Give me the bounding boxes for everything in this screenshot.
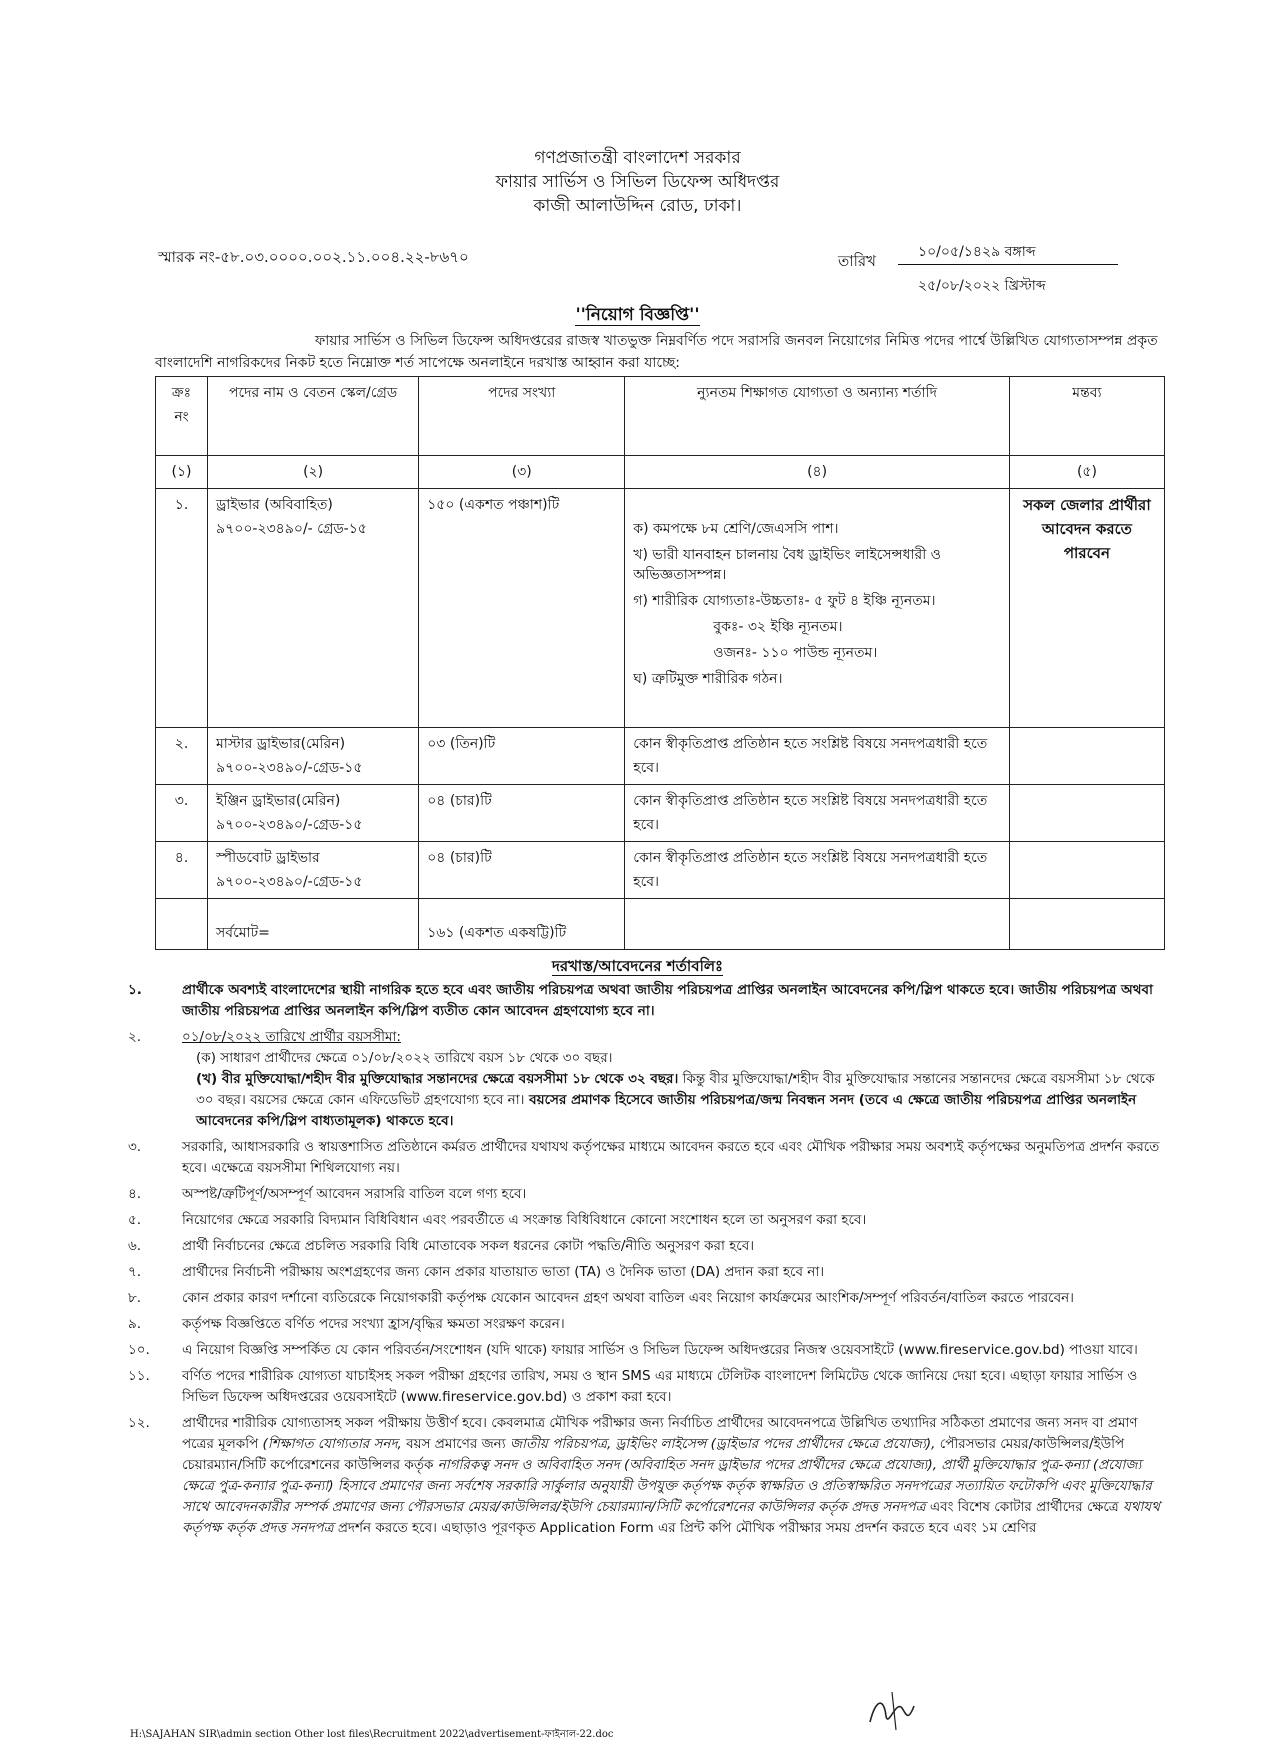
department-address: কাজী আলাউদ্দিন রোড, ঢাকা। — [533, 196, 742, 216]
intro-paragraph: ফায়ার সার্ভিস ও সিভিল ডিফেন্স অধিদপ্তরের রাজস্ব খাতভুক্ত নিম্নবর্ণিত পদে সরাসরি জনবল নিয়োগের নিমিত্ত পদের পার্শ্বে উল্লিখিত যোগ্যতাসম্পন্ন প্রকৃত বাংলাদেশি নাগরিকদের নিকট হতে নিম্নোক্ত শর্ত সাপেক্ষে অনলাইনে দরখাস্ত আহ্বান করা যাচ্ছে: — [155, 333, 1158, 371]
age-limit-ff-rest: কিন্তু বীর মুক্তিযোদ্ধা/শহীদ বীর মুক্তিযোদ্ধার সন্তানের সন্তানদের ক্ষেত্রে বয়সসীমা ১৮ থেকে ৩০ বছর। বয়সের ক্ষেত্রে কোন এফিডেভিট গ্রহণযোগ্য হবে না। — [196, 1071, 1155, 1108]
condition-number: ৯. — [128, 1316, 142, 1332]
condition-text: বর্ণিত পদের শারীরিক যোগ্যতা যাচাইসহ সকল পরীক্ষা গ্রহণের তারিখ, সময় ও স্থান SMS এর মাধ্যমে টেলিটক বাংলাদেশ লিমিটেড থেকে জানিয়ে দেয়া হবে। এছাড়া ফায়ার সার্ভিস ও সিভিল ডিফেন্স অধিদপ্তরের ওয়েবসাইটে (www.fireservice.gov.bd) ও প্রকাশ করা হবে। — [182, 1368, 1138, 1405]
condition-item — [128, 1314, 1173, 1335]
table-header-row — [156, 377, 1165, 456]
age-limit-general: (ক) সাধারণ প্রার্থীদের ক্ষেত্রে ০১/০৮/২০২২ তারিখে বয়স ১৮ থেকে ৩০ বছর। — [196, 1050, 613, 1066]
row-requirements: কোন স্বীকৃতিপ্রাপ্ত প্রতিষ্ঠান হতে সংশ্লিষ্ট বিষয়ে সনদপত্রধারী হতে হবে। — [625, 728, 1010, 785]
header-requirements: ন্যুনতম শিক্ষাগত যোগ্যতা ও অন্যান্য শর্তাদি — [625, 377, 1010, 456]
index-cell: (৫) — [1009, 456, 1164, 489]
condition-number: ৭. — [128, 1264, 142, 1280]
condition-text: কর্তৃপক্ষ বিজ্ঞপ্তিতে বর্ণিত পদের সংখ্যা হ্রাস/বৃদ্ধির ক্ষমতা সংরক্ষণ করেন। — [182, 1316, 565, 1332]
c12-part: পৌরসভার মেয়র/কাউন্সিলর/ইউপি চেয়ারম্যান/সিটি কর্পোরেশনের কাউন্সিলর কর্তৃক — [182, 1436, 1125, 1473]
condition-number: ৪. — [128, 1186, 142, 1202]
post-name: স্পীডবোট ড্রাইভার — [216, 850, 320, 866]
row-requirements: কোন স্বীকৃতিপ্রাপ্ত প্রতিষ্ঠান হতে সংশ্লিষ্ট বিষয়ে সনদপত্রধারী হতে হবে। — [625, 785, 1010, 842]
condition-number: ২. — [128, 1029, 142, 1045]
condition-number: ১১. — [128, 1368, 150, 1384]
date-label: তারিখ — [838, 252, 876, 270]
c12-italic: যথাযথ কর্তৃপক্ষ কর্তৃক প্রদত্ত সনদপত্র — [182, 1499, 1160, 1536]
memo-number: স্মারক নং-৫৮.০৩.০০০০.০০২.১১.০০৪.২২-৮৬৭০ — [158, 248, 469, 266]
c12-part: এবং বিশেষ কোটার প্রার্থীদের ক্ষেত্রে — [925, 1499, 1123, 1515]
condition-item — [128, 1366, 1173, 1408]
header-sl: ক্রঃ নং — [156, 377, 208, 456]
row-post — [208, 728, 419, 785]
row-count: ১৫০ (একশত পঞ্চাশ)টি — [419, 489, 625, 728]
row-remarks — [1009, 785, 1164, 842]
condition-text: এ নিয়োগ বিজ্ঞপ্তি সম্পর্কিত যে কোন পরিবর্তন/সংশোধন (যদি থাকে) ফায়ার সার্ভিস ও সিভিল ডিফেন্স অধিদপ্তরের নিজস্ব ওয়েবসাইটে (www.fireservice.gov.bd) পাওয়া যাবে। — [182, 1342, 1138, 1358]
condition-item — [128, 980, 1173, 1022]
row-requirements: কোন স্বীকৃতিপ্রাপ্ত প্রতিষ্ঠান হতে সংশ্লিষ্ট বিষয়ে সনদপত্রধারী হতে হবে। — [625, 842, 1010, 899]
pay-scale: ৯৭০০-২৩৪৯০/-গ্রেড-১৫ — [216, 817, 363, 833]
row-remarks — [1009, 728, 1164, 785]
row-sl: ১. — [156, 489, 208, 728]
condition-number: ১. — [128, 982, 142, 998]
condition-number: ১০. — [128, 1342, 150, 1358]
age-limit-freedom-fighter — [182, 1069, 1173, 1132]
pay-scale: ৯৭০০-২৩৪৯০/-গ্রেড-১৫ — [216, 760, 363, 776]
requirement-line: ক) কমপক্ষে ৮ম শ্রেণি/জেএসসি পাশ। — [633, 521, 839, 537]
total-sl — [156, 899, 208, 950]
c12-part: প্রদর্শন করতে হবে। এছাড়াও পূরণকৃত Application Form এর প্রিন্ট কপি মৌখিক পরীক্ষার সময় প্রদর্শন করতে হবে এবং ১ম শ্রেণির — [333, 1520, 1037, 1536]
index-cell: (৪) — [625, 456, 1010, 489]
conditions-title-text: দরখাস্ত/আবেদনের শর্তাবলিঃ — [551, 957, 724, 975]
condition-item — [128, 1340, 1173, 1361]
condition-number: ১২. — [128, 1415, 150, 1431]
notice-title-text: ''নিয়োগ বিজ্ঞপ্তি'' — [575, 305, 700, 325]
total-count: ১৬১ (একশত একষট্টি)টি — [419, 899, 625, 950]
condition-item — [128, 1236, 1173, 1257]
condition-text: নিয়োগের ক্ষেত্রে সরকারি বিদ্যমান বিধিবিধান এবং পরবর্তীতে এ সংক্রান্ত বিধিবিধানে কোনো সংশোধন হলে তা অনুসরণ করা হবে। — [182, 1212, 867, 1228]
row-sl: ২. — [156, 728, 208, 785]
post-name: ড্রাইভার (অবিবাহিত) — [216, 497, 333, 513]
total-label: সর্বমোট= — [208, 899, 419, 950]
table-row — [156, 489, 1165, 728]
c12-part: প্রার্থীদের শারীরিক যোগ্যতাসহ সকল পরীক্ষায় উত্তীর্ণ হবে। কেবলমাত্র মৌখিক পরীক্ষার জন্য নির্বাচিত প্রার্থীদের আবেদনপত্রে উল্লিখিত তথ্যাদির সঠিকতা প্রমাণের জন্য সনদ বা প্রমাণ পত্রের মূলকপি — [182, 1415, 1138, 1452]
requirement-line: ওজনঃ- ১১০ পাউন্ড ন্যূনতম। — [713, 645, 878, 661]
file-path-footer: H:\SAJAHAN SIR\admin section Other lost files\Recruitment 2022\advertisement-ফাইনাল-22.doc — [130, 1729, 614, 1740]
condition-item — [128, 1413, 1173, 1539]
vacancy-table — [155, 376, 1165, 950]
requirement-line: গ) শারীরিক যোগ্যতাঃ-উচ্চতাঃ- ৫ ফুট ৪ ইঞ্চি ন্যূনতম। — [633, 593, 936, 609]
post-name: মাস্টার ড্রাইভার(মেরিন) — [216, 736, 346, 752]
c12-italic: নাগরিকত্ব সনদ ও অবিবাহিত সনদ (অবিবাহিত সনদ ড্রাইভার পদের প্রার্থীদের ক্ষেত্রে প্রযোজ্য), প্রার্থী মুক্তিযোদ্ধার পুত্র-কন্যা (প্রযোজ্য ক্ষেত্রে পুত্র-কন্যার পুত্র-কন্যা) হিসাবে প্রমাণের জন্য সর্বশেষ সরকারি সার্কুলার অনুযায়ী উপযুক্ত কর্তৃপক্ষ কর্তৃক স্বাক্ষরিত ও প্রতিস্বাক্ষরিত সনদপত্রের সত্যায়িত ফটোকপি এবং মুক্তিযোদ্ধার সাথে আবেদনকারীর সম্পর্ক প্রমাণের জন্য পৌরসভার মেয়র/কাউন্সিলর/ইউপি চেয়ারম্যান/সিটি কর্পোরেশনের কাউন্সিলর কর্তৃক প্রদত্ত সনদপত্র — [182, 1457, 1152, 1515]
index-cell: (৩) — [419, 456, 625, 489]
conditions-list — [128, 980, 1173, 1544]
row-remarks — [1009, 489, 1164, 728]
date-english: ২৫/০৮/২০২২ খ্রিস্টাব্দ — [918, 278, 1046, 294]
c12-italic: জাতীয় পরিচয়পত্র, ড্রাইভিং লাইসেন্স (ড্রাইভার পদের প্রার্থীদের ক্ষেত্রে প্রযোজ্য), — [509, 1436, 936, 1452]
condition-text: সরকারি, আধাসরকারি ও স্বায়ত্তশাসিত প্রতিষ্ঠানে কর্মরত প্রার্থীদের যথাযথ কর্তৃপক্ষের মাধ্যমে আবেদন করতে হবে এবং মৌখিক পরীক্ষার সময় অবশ্যই কর্তৃপক্ষের অনুমতিপত্র প্রদর্শন করতে হবে। এক্ষেত্রে বয়সসীমা শিথিলযোগ্য নয়। — [182, 1139, 1160, 1176]
header-count: পদের সংখ্যা — [419, 377, 625, 456]
header-post: পদের নাম ও বেতন স্কেল/গ্রেড — [208, 377, 419, 456]
table-row — [156, 785, 1165, 842]
row-requirements — [625, 489, 1010, 728]
condition-text — [182, 1415, 1160, 1536]
govt-name: গণপ্রজাতন্ত্রী বাংলাদেশ সরকার — [534, 148, 741, 168]
table-index-row — [156, 456, 1165, 489]
conditions-title — [0, 955, 1275, 980]
condition-item — [128, 1262, 1173, 1283]
table-row — [156, 728, 1165, 785]
post-name: ইঞ্জিন ড্রাইভার(মেরিন) — [216, 793, 341, 809]
condition-text: অস্পষ্ট/ত্রুটিপূর্ণ/অসম্পূর্ণ আবেদন সরাসরি বাতিল বলে গণ্য হবে। — [182, 1186, 527, 1202]
table-total-row — [156, 899, 1165, 950]
row-sl: ৪. — [156, 842, 208, 899]
row-post — [208, 785, 419, 842]
index-cell: (২) — [208, 456, 419, 489]
condition-item — [128, 1210, 1173, 1231]
condition-number: ৫. — [128, 1212, 142, 1228]
condition-item — [128, 1288, 1173, 1309]
row-post — [208, 842, 419, 899]
row-count: ০৪ (চার)টি — [419, 842, 625, 899]
age-proof-bold: বয়সের প্রমাণক হিসেবে জাতীয় পরিচয়পত্র/জন্ম নিবন্ধন সনদ (তবে এ ক্ষেত্রে জাতীয় পরিচয়পত্র প্রাপ্তির অনলাইন আবেদনের কপি/স্লিপ বাধ্যতামূলক) থাকতে হবে। — [196, 1092, 1137, 1129]
index-cell: (১) — [156, 456, 208, 489]
condition-number: ৮. — [128, 1290, 142, 1306]
pay-scale: ৯৭০০-২৩৪৯০/-গ্রেড-১৫ — [216, 874, 363, 890]
requirement-line: ঘ) ত্রুটিমুক্ত শারীরিক গঠন। — [633, 671, 783, 687]
signature-mark — [862, 1688, 922, 1734]
table-row — [156, 842, 1165, 899]
condition-item — [128, 1184, 1173, 1205]
requirement-line: বুকঃ- ৩২ ইঞ্চি ন্যূনতম। — [713, 619, 843, 635]
letterhead — [0, 146, 1275, 218]
signature — [862, 1688, 922, 1738]
pay-scale: ৯৭০০-২৩৪৯০/- গ্রেড-১৫ — [216, 521, 367, 537]
row-post — [208, 489, 419, 728]
condition-number: ৬. — [128, 1238, 142, 1254]
c12-part: বয়স প্রমাণের জন্য — [401, 1436, 510, 1452]
row-count: ০৪ (চার)টি — [419, 785, 625, 842]
total-requirements — [625, 899, 1010, 950]
c12-italic: (শিক্ষাগত যোগ্যতার সনদ, — [262, 1436, 402, 1452]
condition-text: প্রার্থী নির্বাচনের ক্ষেত্রে প্রচলিত সরকারি বিধি মোতাবেক সকল ধরনের কোটা পদ্ধতি/নীতি অনুসরণ করা হবে। — [182, 1238, 755, 1254]
row-count: ০৩ (তিন)টি — [419, 728, 625, 785]
condition-item — [128, 1137, 1173, 1179]
age-limit-title: ০১/০৮/২০২২ তারিখে প্রার্থীর বয়সসীমা: — [182, 1029, 401, 1045]
date-bangla: ১০/০৫/১৪২৯ বঙ্গাব্দ — [898, 240, 1118, 265]
age-limit-ff-bold: (খ) বীর মুক্তিযোদ্ধা/শহীদ বীর মুক্তিযোদ্ধার সন্তানদের ক্ষেত্রে বয়সসীমা ১৮ থেকে ৩২ বছর। — [196, 1071, 679, 1087]
condition-text: প্রার্থীদের নির্বাচনী পরীক্ষায় অংশগ্রহণের জন্য কোন প্রকার যাতায়াত ভাতা (TA) ও দৈনিক ভাতা (DA) প্রদান করা হবে না। — [182, 1264, 825, 1280]
header-remarks: মন্তব্য — [1009, 377, 1164, 456]
row-sl: ৩. — [156, 785, 208, 842]
notice-title — [0, 302, 1275, 330]
total-remarks — [1009, 899, 1164, 950]
remarks-text: সকল জেলার প্রার্থীরা আবেদন করতে পারবেন — [1023, 496, 1151, 562]
requirement-line: খ) ভারী যানবাহন চালনায় বৈধ ড্রাইভিং লাইসেন্সধারী ও অভিজ্ঞতাসম্পন্ন। — [633, 547, 941, 583]
department-name: ফায়ার সার্ভিস ও সিভিল ডিফেন্স অধিদপ্তর — [495, 172, 780, 192]
condition-text: কোন প্রকার কারণ দর্শানো ব্যতিরেকে নিয়োগকারী কর্তৃপক্ষ যেকোন আবেদন গ্রহণ অথবা বাতিল এবং নিয়োগ কার্যক্রমের আংশিক/সম্পূর্ণ পরিবর্তন/বাতিল করতে পারবেন। — [182, 1290, 1074, 1306]
condition-number: ৩. — [128, 1139, 142, 1155]
condition-item — [128, 1027, 1173, 1132]
condition-text: প্রার্থীকে অবশ্যই বাংলাদেশের স্থায়ী নাগরিক হতে হবে এবং জাতীয় পরিচয়পত্র অথবা জাতীয় পরিচয়পত্র প্রাপ্তির অনলাইন আবেদনের কপি/স্লিপ থাকতে হবে। জাতীয় পরিচয়পত্র অথবা জাতীয় পরিচয়পত্র প্রাপ্তির অনলাইন কপি/স্লিপ ব্যতীত কোন আবেদন গ্রহণযোগ্য হবে না। — [182, 982, 1153, 1019]
row-remarks — [1009, 842, 1164, 899]
